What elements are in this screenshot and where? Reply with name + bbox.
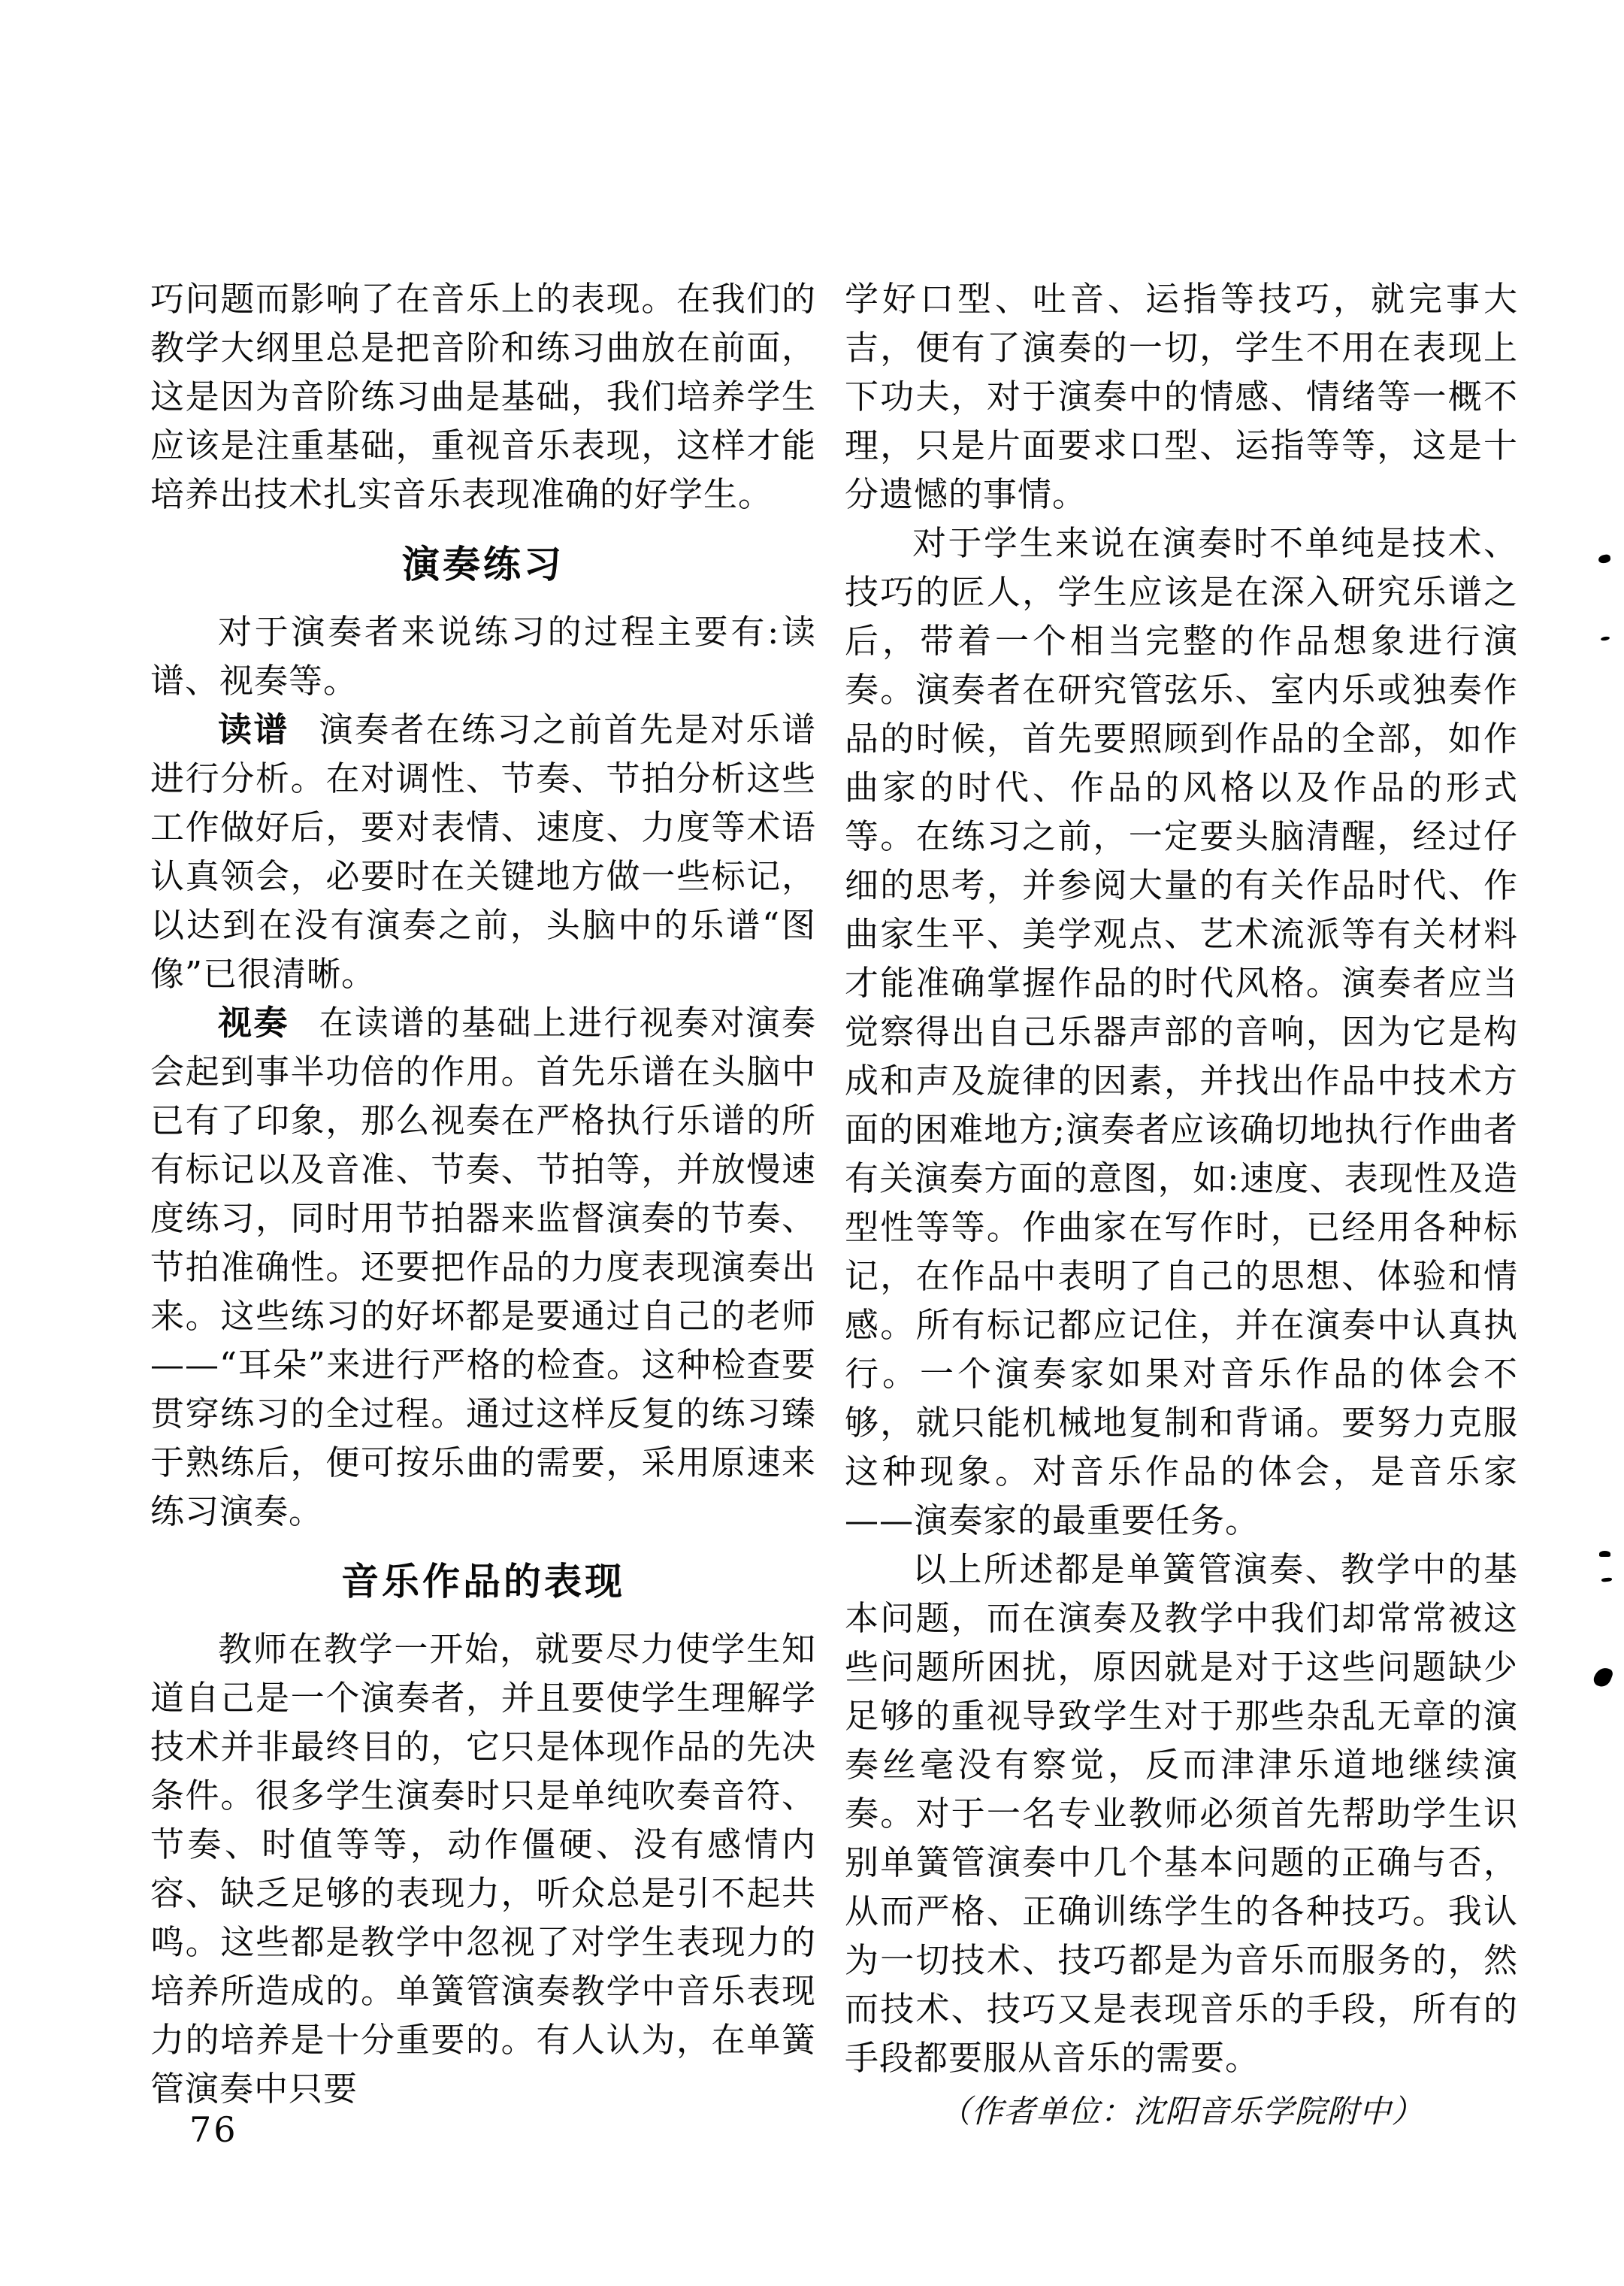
ink-speck <box>1599 1551 1610 1557</box>
paragraph-expression: 教师在教学一开始，就要尽力使学生知道自己是一个演奏者，并且要使学生理解学技术并非最终目的，它只是体现作品的先决条件。很多学生演奏时只是单纯吹奏音符、节奏、时值等等，动作僵硬、没有感情内容、缺乏足够的表现力，听众总是引不起共鸣。这些都是教学中忽视了对学生表现力的培养所造成的。单簧管演奏教学中音乐表现力的培养是十分重要的。有人认为，在单簧管演奏中只要 <box>150 1629 816 2109</box>
ink-speck <box>1601 636 1610 641</box>
paragraph-score-reading <box>150 705 816 998</box>
paragraph-practice-intro: 对于演奏者来说练习的过程主要有:读谱、视奏等。 <box>150 612 816 701</box>
author-affiliation: （作者单位：沈阳音乐学院附中） <box>939 2093 1424 2130</box>
section-heading-performance-practice: 演奏练习 <box>402 543 564 586</box>
page-number: 76 <box>189 2109 238 2150</box>
left-column <box>150 274 816 2113</box>
ink-speck <box>1592 1665 1614 1689</box>
section-heading-musical-expression: 音乐作品的表现 <box>341 1560 625 1603</box>
term-sight-reading: 视奏 <box>218 1003 289 1043</box>
paragraph-sight-reading-text: 在读谱的基础上进行视奏对演奏会起到事半功倍的作用。首先乐谱在头脑中已有了印象，那么视奏在严格执行乐谱的所有标记以及音准、节奏、节拍等，并放慢速度练习，同时用节拍器来监督演奏的节奏、节拍准确性。还要把作品的力度表现演奏出来。这些练习的好坏都是要通过自己的老师——“耳朵”来进行严格的检查。这种检查要贯穿练习的全过程。通过这样反复的练习臻于熟练后，便可按乐曲的需要，采用原速来练习演奏。 <box>150 1003 816 1531</box>
ink-speck <box>1601 1577 1612 1582</box>
paragraph-technique-continuation: 学好口型、吐音、运指等技巧，就完事大吉，便有了演奏的一切，学生不用在表现上下功夫，对于演奏中的情感、情绪等一概不理，只是片面要求口型、运指等等，这是十分遗憾的事情。 <box>845 279 1518 514</box>
paragraph-sight-reading <box>150 998 816 1536</box>
ink-speck <box>1598 554 1610 564</box>
paragraph-intro-continuation: 巧问题而影响了在音乐上的表现。在我们的教学大纲里总是把音阶和练习曲放在前面，这是因为音阶练习曲是基础，我们培养学生应该是注重基础，重视音乐表现，这样才能培养出技术扎实音乐表现准确的好学生。 <box>150 279 816 514</box>
paragraph-summary: 以上所述都是单簧管演奏、教学中的基本问题，而在演奏及教学中我们却常常被这些问题所困扰，原因就是对于这些问题缺少足够的重视导致学生对于那些杂乱无章的演奏丝毫没有察觉，反而津津乐道地继续演奏。对于一名专业教师必须首先帮助学生识别单簧管演奏中几个基本问题的正确与否，从而严格、正确训练学生的各种技巧。我认为一切技术、技巧都是为音乐而服务的，然而技术、技巧又是表现音乐的手段，所有的手段都要服从音乐的需要。 <box>845 1549 1518 2078</box>
paragraph-student-performance: 对于学生来说在演奏时不单纯是技术、技巧的匠人，学生应该是在深入研究乐谱之后，带着一个相当完整的作品想象进行演奏。演奏者在研究管弦乐、室内乐或独奏作品的时候，首先要照顾到作品的全部，如作曲家的时代、作品的风格以及作品的形式等。在练习之前，一定要头脑清醒，经过仔细的思考，并参阅大量的有关作品时代、作曲家生平、美学观点、艺术流派等有关材料才能准确掌握作品的时代风格。演奏者应当觉察得出自己乐器声部的音响，因为它是构成和声及旋律的因素，并找出作品中技术方面的困难地方;演奏者应该确切地执行作曲者有关演奏方面的意图，如:速度、表现性及造型性等等。作曲家在写作时，已经用各种标记，在作品中表明了自己的思想、体验和情感。所有标记都应记住，并在演奏中认真执行。一个演奏家如果对音乐作品的体会不够，就只能机械地复制和背诵。要努力克服这种现象。对音乐作品的体会，是音乐家——演奏家的最重要任务。 <box>845 523 1518 1540</box>
term-score-reading: 读谱 <box>218 710 289 749</box>
right-column <box>845 274 1518 2135</box>
paragraph-score-reading-text: 演奏者在练习之前首先是对乐谱进行分析。在对调性、节奏、节拍分析这些工作做好后，要对表情、速度、力度等术语认真领会，必要时在关键地方做一些标记，以达到在没有演奏之前，头脑中的乐谱“图像”已很清晰。 <box>150 710 816 994</box>
